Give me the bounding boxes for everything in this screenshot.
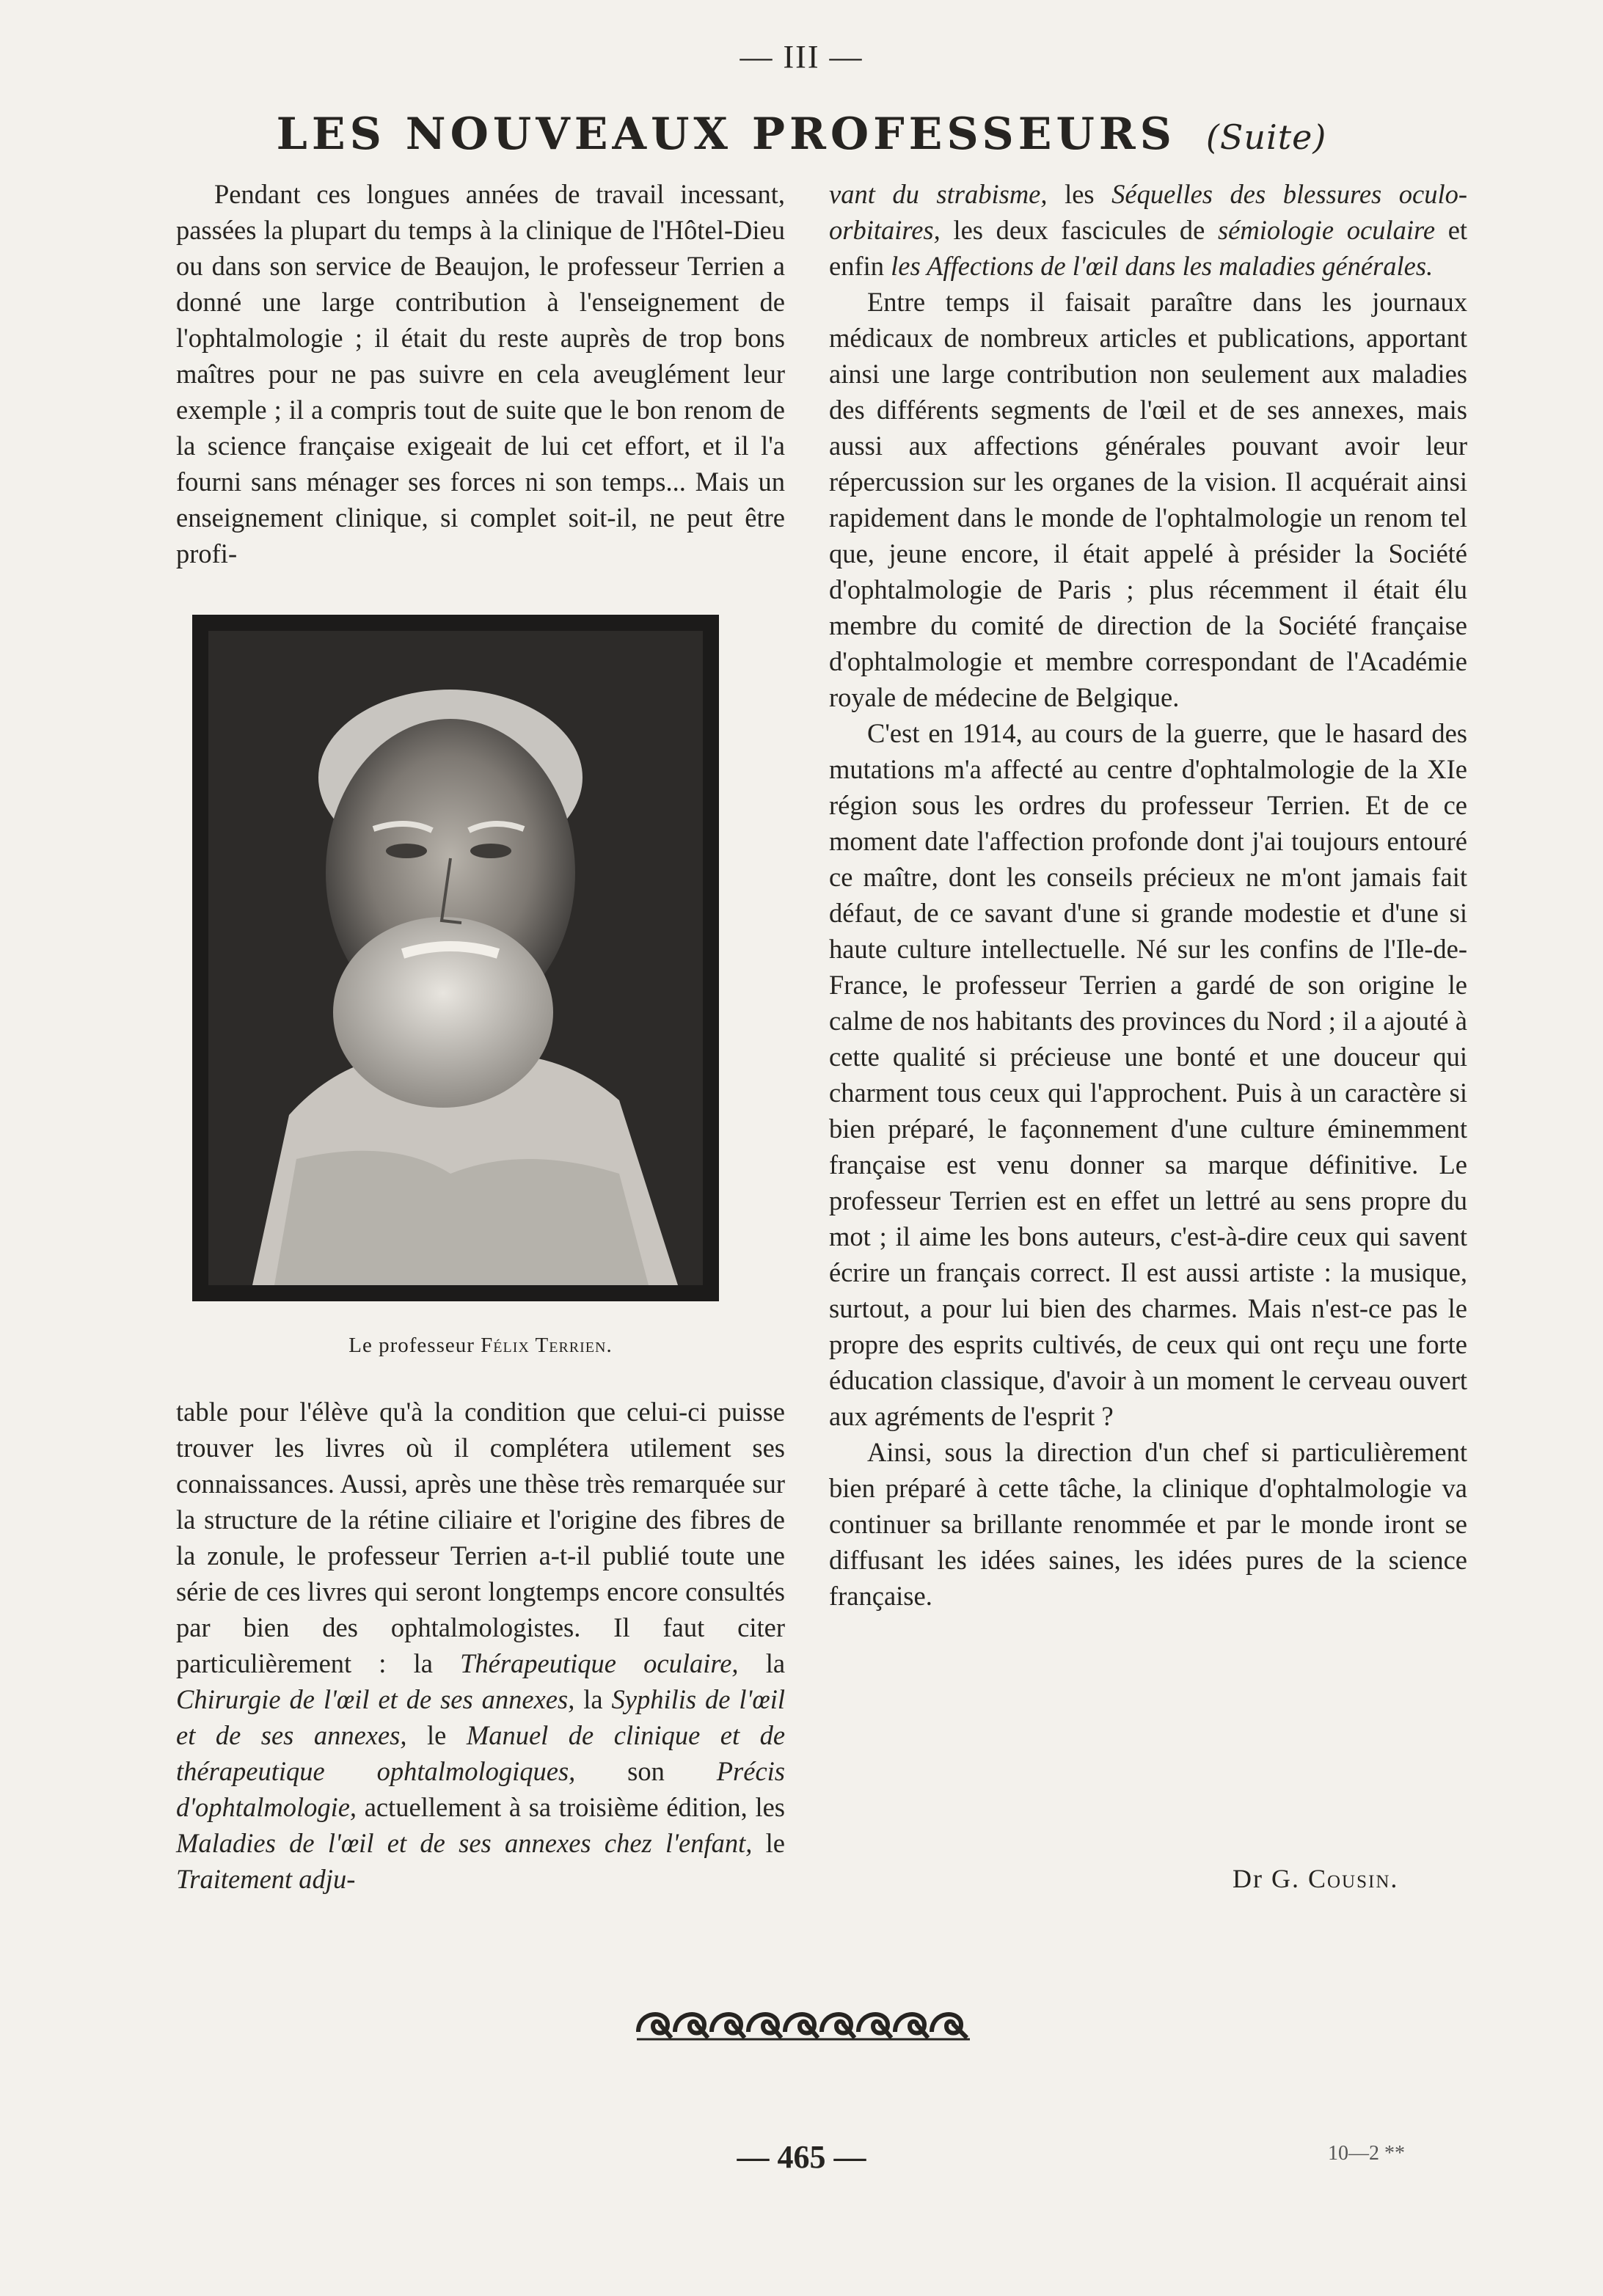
signature-prefix: Dr G. bbox=[1233, 1864, 1300, 1893]
photo-caption bbox=[176, 1334, 785, 1358]
paragraph bbox=[176, 1394, 785, 1897]
printer-mark: 10—2 ** bbox=[1328, 2142, 1405, 2165]
caption-name: Félix Terrien. bbox=[481, 1334, 613, 1357]
column-left-top bbox=[176, 176, 785, 571]
portrait-photo bbox=[192, 615, 719, 1301]
paragraph: C'est en 1914, au cours de la guerre, que le hasard des mutations m'a affecté au centre d'ophtalmologie de la XIe région sous les ordres du professeur Terrien. Et de ce moment date l'affection profonde dont j'ai toujours entouré ce maître, dont les conseils précieux ne m'ont jamais fait défaut, de ce savant d'une si grande modestie et d'une si haute culture intellectuelle. Né sur les confins de l'Ile-de-France, le professeur Terrien a gardé de son origine le calme de nos habitants des provinces du Nord ; il a ajouté à cette qualité si précieuse une bonté et une douceur qui charment tous ceux qui l'approchent. Puis à un caractère si bien préparé, le façonnement d'une culture éminemment française est venu donner sa marque définitive. Le professeur Terrien est en effet un lettré au sens propre du mot ; il aime les bons auteurs, c'est-à-dire ceux qui savent écrire un français correct. Il est aussi artiste : la musique, surtout, a pour lui bien des charmes. Mais n'est-ce pas le propre des esprits cultivés, de ceux qui ont reçu une forte éducation classique, d'avoir à un moment le cerveau ouvert aux agréments de l'esprit ? bbox=[829, 718, 1467, 1431]
caption-prefix: Le professeur bbox=[348, 1334, 475, 1357]
wave-ornament-icon bbox=[631, 2003, 976, 2047]
portrait-image bbox=[208, 631, 703, 1285]
author-signature bbox=[1233, 1863, 1398, 1894]
book-title: Traitement adju- bbox=[176, 1864, 356, 1894]
book-title: vant du strabisme, bbox=[829, 179, 1048, 209]
text-run: table pour l'élève qu'à la condition que celui-ci puisse trouver les livres où il complétera utilement ses connaissances. Aussi, après une thèse très remarquée sur la structure de la rétine ciliaire et l'origine des fibres de la zonule, le professeur Terrien a-t-il publié toute une série de ces livres qui seront longtemps encore consultés par bien des ophtalmologistes. Il faut citer particulièrement : la bbox=[176, 1397, 785, 1678]
book-title: Syphilis de l'œil et de ses annexes, bbox=[176, 1684, 786, 1750]
text-run: le bbox=[426, 1720, 447, 1750]
paragraph: Entre temps il faisait paraître dans les journaux médicaux de nombreux articles et publications, apportant ainsi une large contribution non seulement aux maladies des différents segments de l'œil et de ses annexes, mais aussi aux affections générales pouvant avoir leur répercussion sur les organes de la vision. Il acquérait ainsi rapidement dans le monde de l'ophtalmologie un renom tel que, jeune encore, il était appelé à présider la Société d'ophtalmologie de Paris ; plus récemment il était élu membre du comité de direction de la Société française d'ophtalmologie et membre correspondant de l'Académie royale de médecine de Belgique. bbox=[829, 287, 1467, 712]
book-title: Manuel de clinique et de thérapeutique ophtalmologiques, bbox=[176, 1720, 786, 1786]
text-run: la bbox=[583, 1684, 603, 1714]
text-run: le bbox=[765, 1828, 785, 1858]
column-right bbox=[829, 176, 1467, 1614]
book-title: Précis d'ophtalmologie, bbox=[176, 1756, 786, 1822]
text-run: actuellement à sa troisième édition, les bbox=[364, 1792, 785, 1822]
text-run: les bbox=[1065, 179, 1095, 209]
signature-name: Cousin. bbox=[1307, 1864, 1399, 1893]
section-numeral: — III — bbox=[740, 39, 863, 75]
article-title-text: LES NOUVEAUX PROFESSEURS bbox=[276, 109, 1176, 160]
column-left-bottom bbox=[176, 1394, 785, 1897]
article-subtitle: (Suite) bbox=[1205, 117, 1327, 157]
text-run: la bbox=[765, 1648, 786, 1678]
text-run: son bbox=[627, 1756, 665, 1786]
paragraph: Pendant ces longues années de travail incessant, passées la plupart du temps à la clinique de l'Hôtel-Dieu ou dans son service de Beaujon, le professeur Terrien a donné une large contribution à l'enseignement de l'ophtalmologie ; il était du reste auprès de trop bons maîtres pour ne pas suivre en cela aveuglément leur exemple ; il a compris tout de suite que le bon renom de la science française exigeait de lui cet effort, et il l'a fourni sans ménager ses forces ni son temps... Mais un enseignement clinique, si complet soit-il, ne peut être profi- bbox=[176, 179, 785, 568]
book-title: sémiologie oculaire bbox=[1217, 215, 1436, 245]
book-title: Thérapeutique oculaire, bbox=[460, 1648, 739, 1678]
paragraph bbox=[829, 176, 1467, 284]
text-run: et enfin bbox=[829, 215, 1468, 281]
book-title: Maladies de l'œil et de ses annexes chez l'enfant, bbox=[176, 1828, 753, 1858]
portrait-illustration bbox=[208, 631, 703, 1285]
text-run: les deux fascicules de bbox=[953, 215, 1205, 245]
book-title: Séquelles des blessures oculo-orbitaires, bbox=[829, 179, 1468, 245]
book-title: les Affections de l'œil dans les maladies générales. bbox=[891, 251, 1434, 281]
article-title bbox=[0, 109, 1603, 160]
page-number: — 465 — bbox=[737, 2139, 866, 2175]
book-title: Chirurgie de l'œil et de ses annexes, bbox=[176, 1684, 575, 1714]
paragraph: Ainsi, sous la direction d'un chef si particulièrement bien préparé à cette tâche, la clinique d'ophtalmologie va continuer sa brillante renommée et par le monde iront se diffusant les idées saines, les idées pures de la science française. bbox=[829, 1437, 1467, 1611]
